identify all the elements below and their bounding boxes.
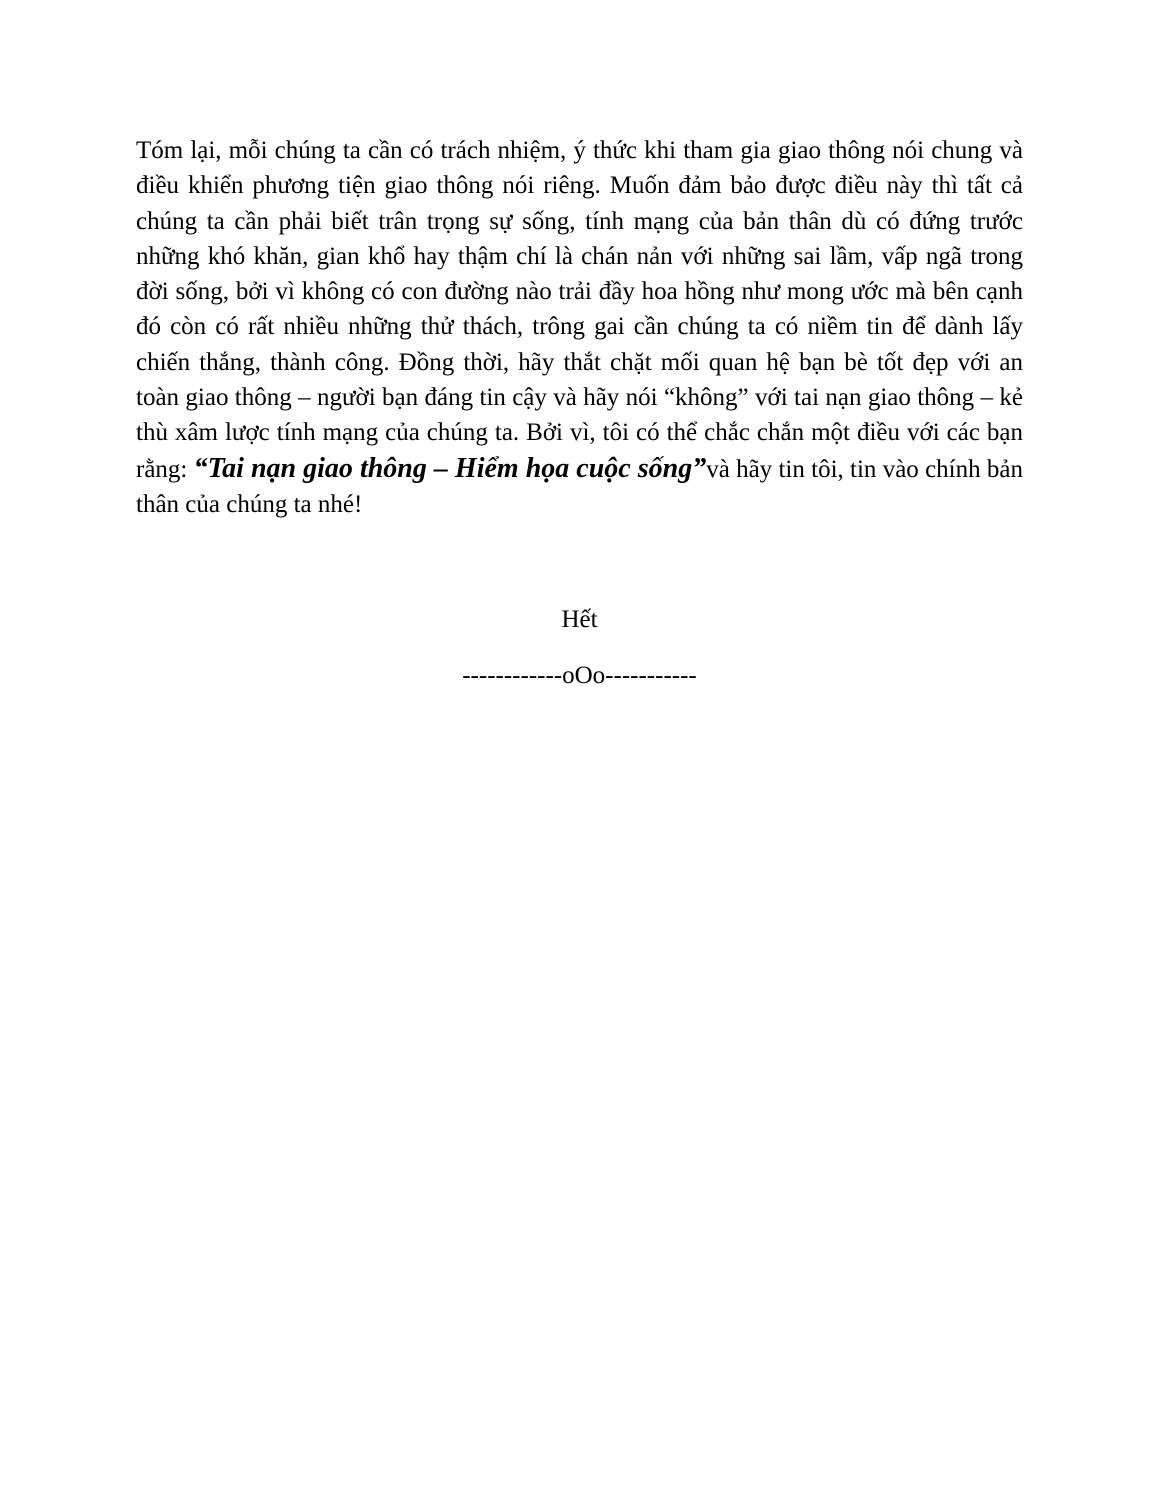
paragraph-text-before-quote: Tóm lại, mỗi chúng ta cần có trách nhiệm, ý thức khi tham gia giao thông nói chung và điều khiển phương tiện giao thông nói riêng. Muốn đảm bảo được điều này thì tất cả chúng ta cần phải biết trân trọng sự sống, tính mạng của bản thân dù có đứng trước những khó khăn, gian khổ hay thậm chí là chán nản với những sai lầm, vấp ngã trong đời sống, bởi vì không có con đường nào trải đầy hoa hồng như mong ước mà bên cạnh đó còn có rất nhiều những thử thách, trông gai cần chúng ta có niềm tin để dành lấy chiến thắng, thành công. Đồng thời, hãy thắt chặt mối quan hệ bạn bè tốt đẹp với an toàn giao thông – người bạn đáng tin cậy và hãy nói “không” với tai nạn giao thông – kẻ thù xâm lược tính mạng của chúng ta. Bởi vì, tôi có thể chắc chắn một điều với các bạn rằng: xyxy=(136,137,1023,483)
end-label: Hết xyxy=(561,606,598,633)
end-divider: ------------oOo----------- xyxy=(462,662,697,689)
conclusion-paragraph xyxy=(136,133,1023,522)
highlighted-quote: “Tai nạn giao thông – Hiểm họa cuộc sống” xyxy=(193,452,707,484)
paragraph-text-after-quote: và hãy tin tôi, tin vào chính bản thân của chúng ta nhé! xyxy=(136,455,1023,518)
